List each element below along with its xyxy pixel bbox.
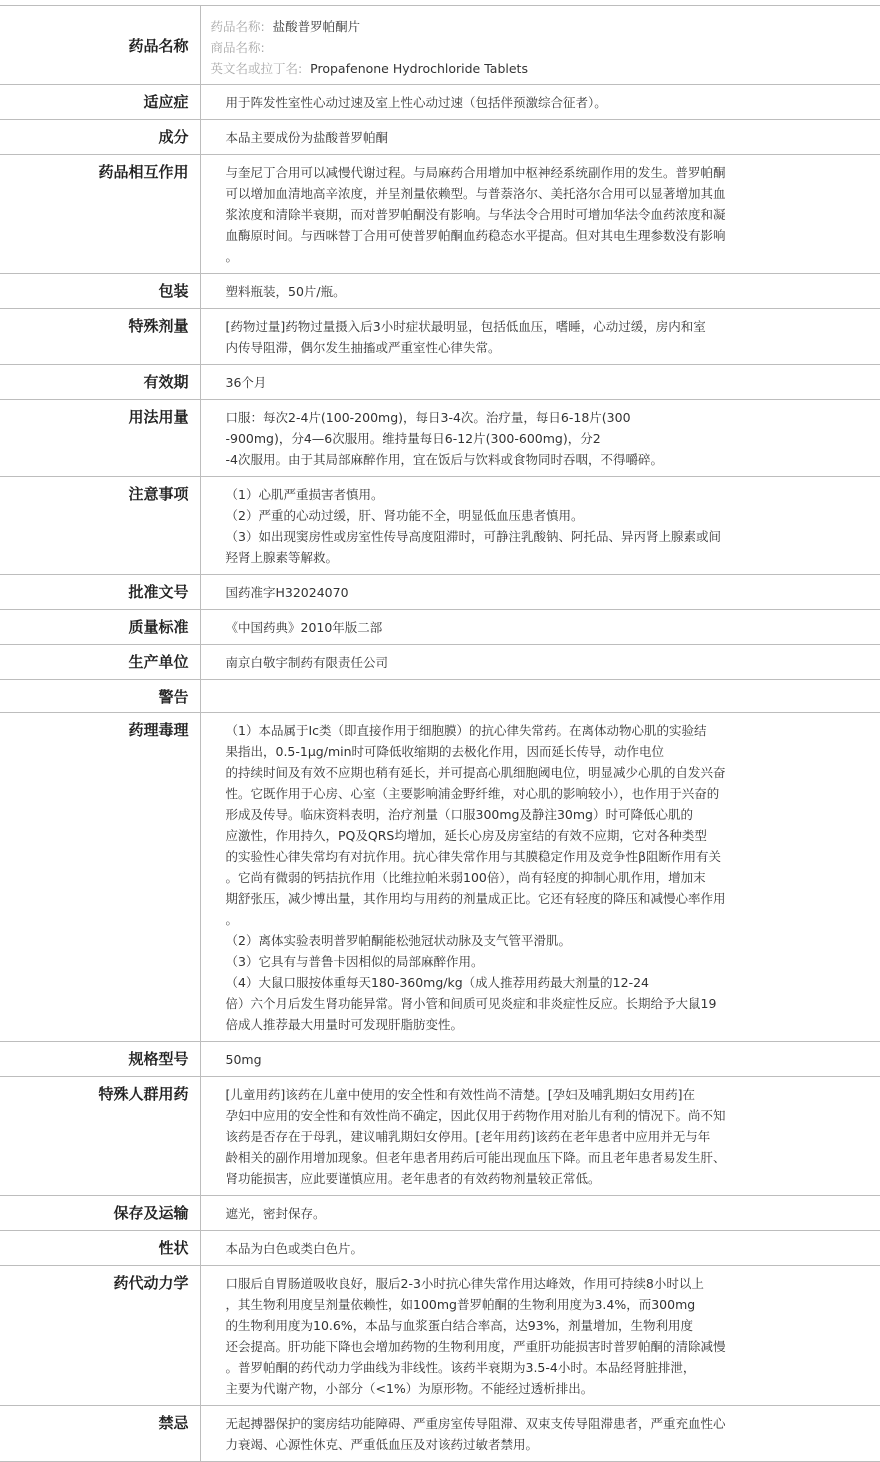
text-line: 果指出，0.5-1μg/min时可降低收缩期的去极化作用，因而延长传导，动作电位 [225,744,665,759]
table-row [0,274,880,309]
table-row [0,1231,880,1266]
text-line: （3）它具有与普鲁卡因相似的局部麻醉作用。 [225,954,484,969]
text-line: 国药准字H32024070 [225,585,349,600]
table-row [0,1266,880,1406]
row-label: 适应症 [0,85,200,120]
text-line: 与奎尼丁合用可以减慢代谢过程。与局麻药合用增加中枢神经系统副作用的发生。普罗帕酮 [225,165,726,180]
text-line: （1）本品属于Ic类（即直接作用于细胞膜）的抗心律失常药。在离体动物心肌的实验结 [225,723,707,738]
row-label: 包装 [0,274,200,309]
table-row [0,713,880,1042]
text-line: 性。它既作用于心房、心室（主要影响浦金野纤维，对心肌的影响较小），也作用于兴奋的 [225,786,720,801]
text-line: 无起搏器保护的窦房结功能障碍、严重房室传导阻滞、双束支传导阻滞患者，严重充血性心 [225,1416,726,1431]
row-label: 保存及运输 [0,1196,200,1231]
table-row [0,680,880,713]
english-name-key: 英文名或拉丁名: [210,61,303,76]
text-line: 本品主要成份为盐酸普罗帕酮 [225,130,389,145]
text-line: （2）离体实验表明普罗帕酮能松弛冠状动脉及支气管平滑肌。 [225,933,571,948]
table-row [0,477,880,575]
text-line: 浆浓度和清除半衰期，而对普罗帕酮没有影响。与华法令合用时可增加华法令血药浓度和凝 [225,207,726,222]
text-line: -4次服用。由于其局部麻醉作用，宜在饭后与饮料或食物同时吞咽，不得嚼碎。 [225,452,663,467]
text-line: 血酶原时间。与西咪替丁合用可使普罗帕酮血药稳态水平提高。但对其电生理参数没有影响 [225,228,726,243]
row-label: 特殊人群用药 [0,1077,200,1196]
text-line: -900mg)，分4—6次服用。维持量每日6-12片(300-600mg)，分2 [225,431,601,446]
row-value [200,1077,880,1196]
text-line: （4）大鼠口服按体重每天180-360mg/kg（成人推荐用药最大剂量的12-24 [225,975,649,990]
text-line: 羟肾上腺素等解救。 [225,550,339,565]
row-label: 性状 [0,1231,200,1266]
text-line: （2）严重的心动过缓，肝、肾功能不全，明显低血压患者慎用。 [225,508,584,523]
text-line: 期舒张压，减少博出量，其作用均与用药的剂量成正比。它还有轻度的降压和减慢心率作用 [225,891,726,906]
text-line: 的实验性心律失常均有对抗作用。抗心律失常作用与其膜稳定作用及竞争性β阻断作用有关 [225,849,721,864]
row-label: 警告 [0,680,200,713]
table-row [0,309,880,365]
text-line: [药物过量]药物过量摄入后3小时症状最明显，包括低血压，嗜睡，心动过缓，房内和室 [225,319,706,334]
row-value [200,1196,880,1231]
text-line: 倍成人推荐最大用量时可发现肝脂肪变性。 [225,1017,464,1032]
text-line: 孕妇中应用的安全性和有效性尚不确定，因此仅用于药物作用对胎儿有利的情况下。尚不知 [225,1108,726,1123]
row-label: 有效期 [0,365,200,400]
row-value [200,680,880,713]
text-line: 主要为代谢产物，小部分（<1%）为原形物。不能经过透析排出。 [225,1381,594,1396]
english-name-value: Propafenone Hydrochloride Tablets [310,61,528,76]
row-drug-name [0,6,880,85]
row-label: 禁忌 [0,1406,200,1462]
row-value [200,1231,880,1266]
text-line: 内传导阻滞，偶尔发生抽搐或严重室性心律失常。 [225,340,501,355]
table-row [0,400,880,477]
text-line: 肾功能损害，应此要谨慎应用。老年患者的有效药物剂量较正常低。 [225,1171,601,1186]
text-line: 龄相关的副作用增加现象。但老年患者用药后可能出现血压下降。而且老年患者易发生肝、 [225,1150,726,1165]
drug-info-table [0,5,880,1462]
text-line: [儿童用药]该药在儿童中使用的安全性和有效性尚不清楚。[孕妇及哺乳期妇女用药]在 [225,1087,696,1102]
table-row [0,365,880,400]
row-value [200,713,880,1042]
row-value [200,1406,880,1462]
row-value [200,309,880,365]
text-line: 《中国药典》2010年版二部 [225,620,383,635]
row-label: 药理毒理 [0,713,200,1042]
row-value [200,645,880,680]
text-line: ，其生物利用度呈剂量依赖性，如100mg普罗帕酮的生物利用度为3.4%，而300mg [225,1297,696,1312]
text-line: 形成及传导。临床资料表明，治疗剂量（口服300mg及静注30mg）时可降低心肌的 [225,807,693,822]
row-label: 质量标准 [0,610,200,645]
row-value [200,155,880,274]
generic-name-line [211,16,787,37]
row-value [200,610,880,645]
table-row [0,155,880,274]
table-row [0,1077,880,1196]
text-line: 36个月 [225,375,267,390]
text-line: 的生物利用度为10.6%，本品与血浆蛋白结合率高，达93%，剂量增加，生物利用度 [225,1318,693,1333]
row-value [200,85,880,120]
text-line: 还会提高。肝功能下降也会增加药物的生物利用度，严重肝功能损害时普罗帕酮的清除减慢 [225,1339,726,1354]
row-label: 成分 [0,120,200,155]
text-line: 50mg [225,1052,262,1067]
row-value [200,1266,880,1406]
table-row [0,1406,880,1462]
row-value [200,400,880,477]
table-row [0,85,880,120]
text-line: 。它尚有微弱的钙拮抗作用（比维拉帕米弱100倍），尚有轻度的抑制心肌作用，增加末 [225,870,706,885]
row-label: 药品相互作用 [0,155,200,274]
text-line: 该药是否存在于母乳，建议哺乳期妇女停用。[老年用药]该药在老年患者中应用并无与年 [225,1129,711,1144]
table-row [0,575,880,610]
text-line: 倍）六个月后发生肾功能异常。肾小管和间质可见炎症和非炎症性反应。长期给予大鼠19 [225,996,717,1011]
table-row [0,1042,880,1077]
row-label: 规格型号 [0,1042,200,1077]
table-row [0,1196,880,1231]
row-value [200,575,880,610]
row-value [200,1042,880,1077]
text-line: （1）心肌严重损害者慎用。 [225,487,384,502]
text-line: 力衰竭、心源性休克、严重低血压及对该药过敏者禁用。 [225,1437,539,1452]
trade-name-line [211,37,787,58]
text-line: 用于阵发性室性心动过速及室上性心动过速（包括伴预激综合征者）。 [225,95,607,110]
text-line: 南京白敬宇制药有限责任公司 [225,655,389,670]
row-label: 用法用量 [0,400,200,477]
row-label: 注意事项 [0,477,200,575]
table-row [0,645,880,680]
text-line: 的持续时间及有效不应期也稍有延长，并可提高心肌细胞阈电位，明显减少心肌的自发兴奋 [225,765,726,780]
row-label: 生产单位 [0,645,200,680]
generic-name-key: 药品名称: [210,19,265,34]
row-label: 特殊剂量 [0,309,200,365]
row-value [200,274,880,309]
row-value [200,365,880,400]
generic-name-value: 盐酸普罗帕酮片 [272,19,361,34]
text-line: 塑料瓶装，50片/瓶。 [225,284,346,299]
text-line: 应激性，作用持久，PQ及QRS均增加，延长心房及房室结的有效不应期，它对各种类型 [225,828,707,843]
row-label: 批准文号 [0,575,200,610]
text-line: 本品为白色或类白色片。 [225,1241,364,1256]
text-line: （3）如出现窦房性或房室性传导高度阻滞时，可静注乳酸钠、阿托品、异丙肾上腺素或间 [225,529,721,544]
row-label: 药品名称 [0,6,200,85]
drug-name-block [200,6,880,85]
text-line: 。 [225,249,239,264]
drug-info-sheet [0,5,880,1462]
text-line: 口服：每次2-4片(100-200mg)，每日3-4次。治疗量，每日6-18片(300 [225,410,631,425]
text-line: 可以增加血清地高辛浓度，并呈剂量依赖型。与普萘洛尔、美托洛尔合用可以显著增加其血 [225,186,726,201]
row-label: 药代动力学 [0,1266,200,1406]
table-row [0,610,880,645]
table-row [0,120,880,155]
row-value [200,477,880,575]
row-value [200,120,880,155]
text-line: 遮光，密封保存。 [225,1206,326,1221]
text-line: 口服后自胃肠道吸收良好，服后2-3小时抗心律失常作用达峰效，作用可持续8小时以上 [225,1276,704,1291]
english-name-line [211,58,787,79]
text-line: 。普罗帕酮的药代动力学曲线为非线性。该药半衰期为3.5-4小时。本品经肾脏排泄， [225,1360,696,1375]
trade-name-key: 商品名称: [210,40,265,55]
text-line: 。 [225,912,239,927]
